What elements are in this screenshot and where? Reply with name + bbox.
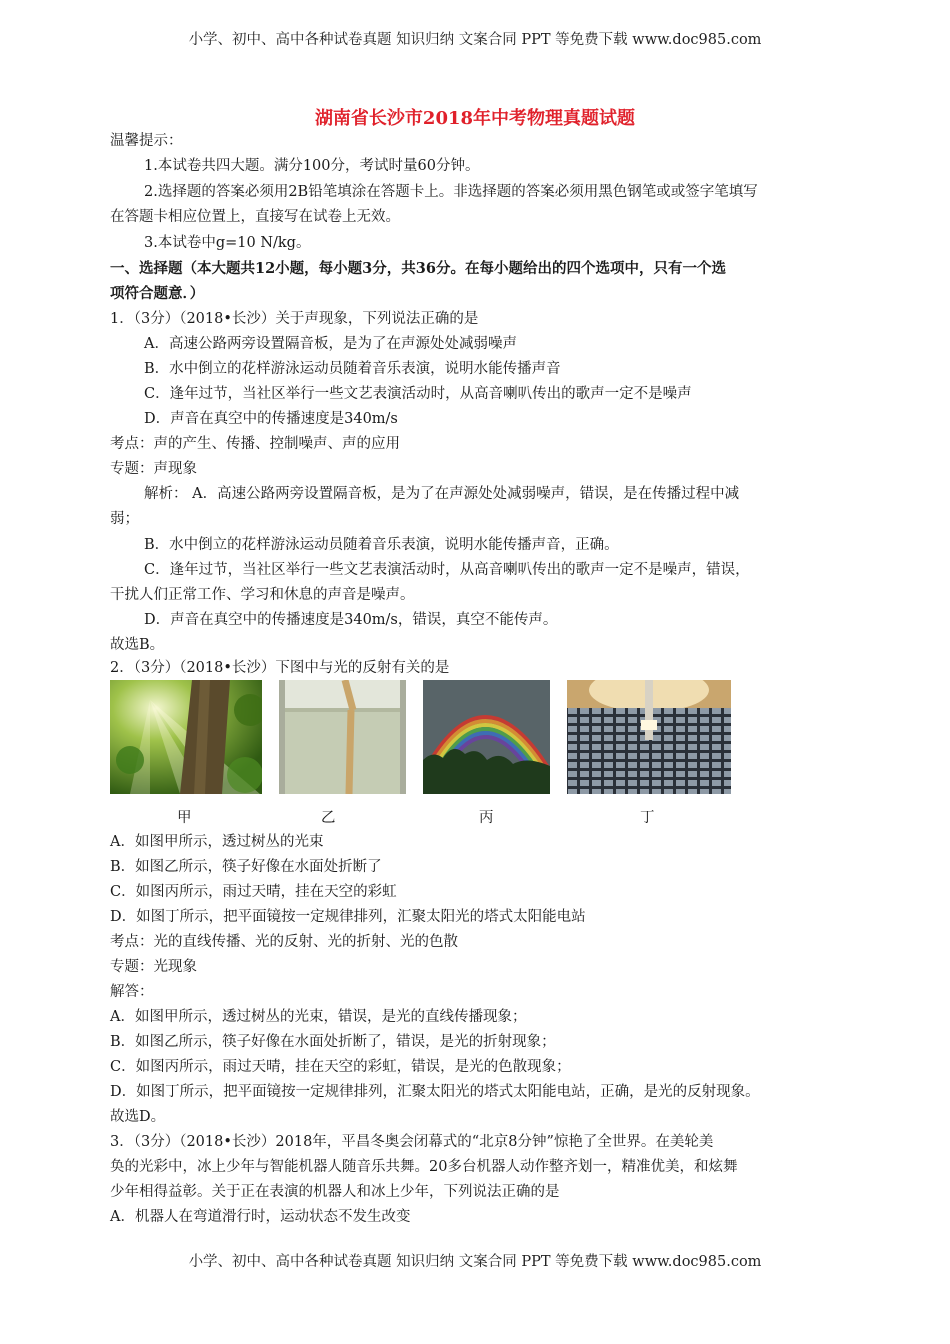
q3-option-a: A．机器人在弯道滑行时，运动状态不发生改变 (110, 1209, 411, 1225)
q1-analysis-1a: 解析： A．高速公路两旁设置隔音板，是为了在声源处处减弱噪声，错误，是在传播过程中减 (144, 486, 740, 502)
q1-analysis-4: D．声音在真空中的传播速度是340m/s，错误，真空不能传声。 (144, 612, 558, 628)
q3-stem-3: 少年相得益彰。关于正在表演的机器人和冰上少年，下列说法正确的是 (110, 1184, 560, 1200)
caption-ding: 丁 (640, 810, 655, 826)
q2-option-c: C．如图丙所示，雨过天晴，挂在天空的彩虹 (110, 884, 397, 900)
tip-2a: 2.选择题的答案必须用2B铅笔填涂在答题卡上。非选择题的答案必须用黑色钢笔或或签字笔填写 (144, 184, 758, 200)
tip-1: 1.本试卷共四大题。满分100分，考试时量60分钟。 (144, 158, 480, 174)
q2-solution-a: A．如图甲所示，透过树丛的光束，错误，是光的直线传播现象； (110, 1009, 527, 1025)
image-forest-light-beams (110, 680, 262, 794)
q2-option-b: B．如图乙所示，筷子好像在水面处折断了 (110, 859, 382, 875)
page-header: 小学、初中、高中各种试卷真题 知识归纳 文案合同 PPT 等免费下载 www.doc985.com (188, 32, 762, 48)
q2-kaodian: 考点：光的直线传播、光的反射、光的折射、光的色散 (110, 934, 458, 950)
image-rainbow (423, 680, 550, 794)
tip-3: 3.本试卷中g=10 N/kg。 (144, 235, 311, 251)
caption-bing: 丙 (479, 810, 494, 826)
image-solar-tower-mirrors (567, 680, 731, 794)
q1-analysis-3a: C．逢年过节，当社区举行一些文艺表演活动时，从高音喇叭传出的歌声一定不是噪声，错误， (144, 562, 750, 578)
page-title: 湖南省长沙市2018年中考物理真题试题 (314, 108, 636, 129)
page-footer: 小学、初中、高中各种试卷真题 知识归纳 文案合同 PPT 等免费下载 www.doc985.com (188, 1254, 762, 1270)
tips-heading: 温馨提示： (110, 133, 183, 149)
q1-analysis-3b: 干扰人们正常工作、学习和休息的声音是噪声。 (110, 587, 415, 603)
q2-answer: 故选D。 (110, 1109, 166, 1125)
q2-option-a: A．如图甲所示，透过树丛的光束 (110, 834, 324, 850)
q1-option-c: C．逢年过节，当社区举行一些文艺表演活动时，从高音喇叭传出的歌声一定不是噪声 (144, 386, 692, 402)
q3-stem-1: 3．（3分）（2018•长沙）2018年，平昌冬奥会闭幕式的“北京8分钟”惊艳了全世界。在美轮美 (110, 1134, 714, 1150)
q2-solution-d: D．如图丁所示，把平面镜按一定规律排列，汇聚太阳光的塔式太阳能电站，正确，是光的反射现象。 (110, 1084, 760, 1100)
q1-kaodian: 考点：声的产生、传播、控制噪声、声的应用 (110, 436, 400, 452)
q1-answer: 故选B。 (110, 637, 165, 653)
section-heading-1: 一、选择题（本大题共12小题，每小题3分，共36分。在每小题给出的四个选项中，只有一个选 (110, 260, 726, 277)
q1-analysis-2: B．水中倒立的花样游泳运动员随着音乐表演，说明水能传播声音，正确。 (144, 537, 619, 553)
q1-option-a: A．高速公路两旁设置隔音板，是为了在声源处处减弱噪声 (144, 336, 517, 352)
q2-solution-b: B．如图乙所示，筷子好像在水面处折断了，错误，是光的折射现象； (110, 1034, 556, 1050)
q2-zhuanti: 专题：光现象 (110, 959, 197, 975)
q1-stem: 1．（3分）（2018•长沙）关于声现象，下列说法正确的是 (110, 311, 479, 327)
section-heading-2: 项符合题意．） (110, 285, 205, 302)
caption-jia: 甲 (177, 810, 192, 826)
q1-option-b: B．水中倒立的花样游泳运动员随着音乐表演，说明水能传播声音 (144, 361, 561, 377)
q1-zhuanti: 专题：声现象 (110, 461, 197, 477)
q1-option-d: D．声音在真空中的传播速度是340m/s (144, 411, 398, 427)
q2-jieda: 解答： (110, 984, 154, 1000)
caption-yi: 乙 (321, 810, 336, 826)
tip-2b: 在答题卡相应位置上，直接写在试卷上无效。 (110, 209, 400, 225)
q2-option-d: D．如图丁所示，把平面镜按一定规律排列，汇聚太阳光的塔式太阳能电站 (110, 909, 586, 925)
q3-stem-2: 奂的光彩中，冰上少年与智能机器人随音乐共舞。20多台机器人动作整齐划一，精准优美，和炫舞 (110, 1159, 738, 1175)
q2-stem: 2．（3分）（2018•长沙）下图中与光的反射有关的是 (110, 660, 450, 676)
q1-analysis-1b: 弱； (110, 511, 139, 527)
q2-solution-c: C．如图丙所示，雨过天晴，挂在天空的彩虹，错误，是光的色散现象； (110, 1059, 571, 1075)
image-chopsticks-in-water (279, 680, 406, 794)
